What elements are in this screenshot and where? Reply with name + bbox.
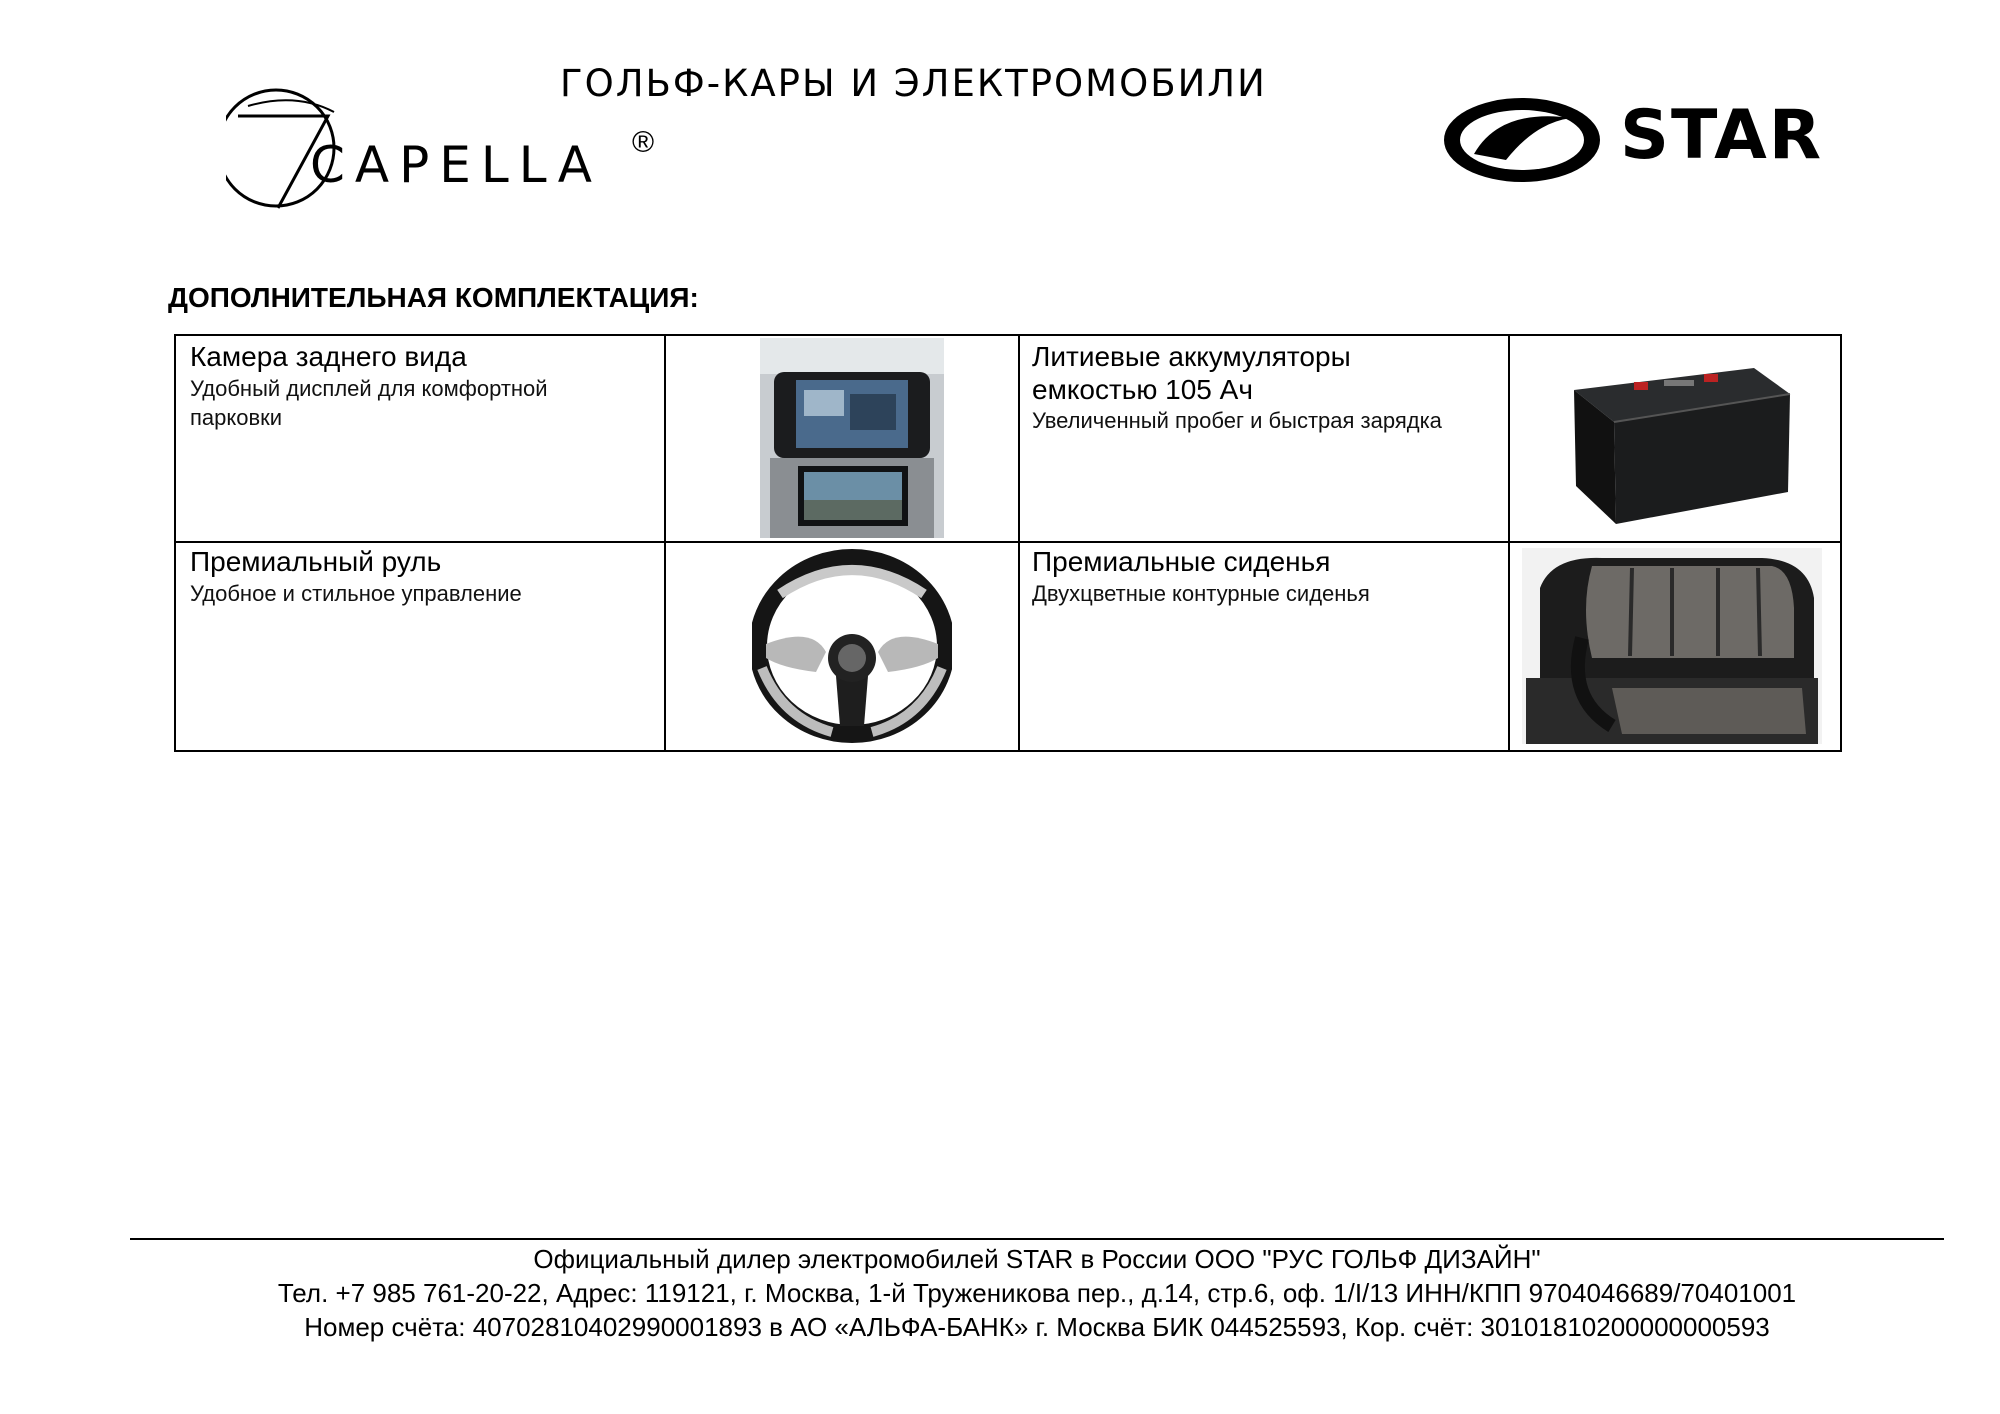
option-description: Увеличенный пробег и быстрая зарядка <box>1032 408 1442 433</box>
footer-dealer: Официальный дилер электромобилей STAR в России ООО "РУС ГОЛЬФ ДИЗАЙН" <box>533 1244 1541 1274</box>
option-cell-lithium-battery <box>1020 336 1508 541</box>
option-title: Премиальный руль <box>190 546 442 577</box>
rear-camera-display-photo <box>760 338 944 538</box>
footer-contacts: Тел. +7 985 761-20-22, Адрес: 119121, г. Москва, 1-й Труженикова пер., д.14, стр.6, оф. 1/I/13 ИНН/КПП 9704046689/70401001 <box>277 1278 1797 1308</box>
options-table <box>174 334 1842 752</box>
option-cell-premium-seats <box>1020 543 1508 752</box>
option-description: Удобное и стильное управление <box>190 581 522 606</box>
premium-seats-photo <box>1522 548 1822 744</box>
option-description: Удобный дисплей для комфортной парковки <box>190 376 548 430</box>
option-title: Камера заднего вида <box>190 341 467 372</box>
star-logo-text: STAR <box>1620 96 1824 175</box>
registered-mark: ® <box>632 126 655 159</box>
table-divider <box>1508 336 1510 750</box>
capella-logo-text: CAPELLA <box>310 136 602 194</box>
option-description: Двухцветные контурные сиденья <box>1032 581 1370 606</box>
footer-divider <box>130 1238 1944 1240</box>
option-title: Литиевые аккумуляторы емкостью 105 Ач <box>1032 341 1351 405</box>
option-cell-rear-camera <box>176 336 664 541</box>
document-title: ГОЛЬФ-КАРЫ И ЭЛЕКТРОМОБИЛИ <box>560 62 1267 105</box>
lithium-battery-photo <box>1554 346 1798 536</box>
footer-bank-details: Номер счёта: 40702810402990001893 в АО «АЛЬФА-БАНК» г. Москва БИК 044525593, Кор. счёт: 30101810200000000593 <box>304 1312 1770 1342</box>
steering-wheel-photo <box>752 548 952 744</box>
option-cell-steering-wheel <box>176 543 664 752</box>
table-divider <box>664 336 666 750</box>
option-title: Премиальные сиденья <box>1032 546 1331 577</box>
section-title: ДОПОЛНИТЕЛЬНАЯ КОМПЛЕКТАЦИЯ: <box>168 282 699 313</box>
